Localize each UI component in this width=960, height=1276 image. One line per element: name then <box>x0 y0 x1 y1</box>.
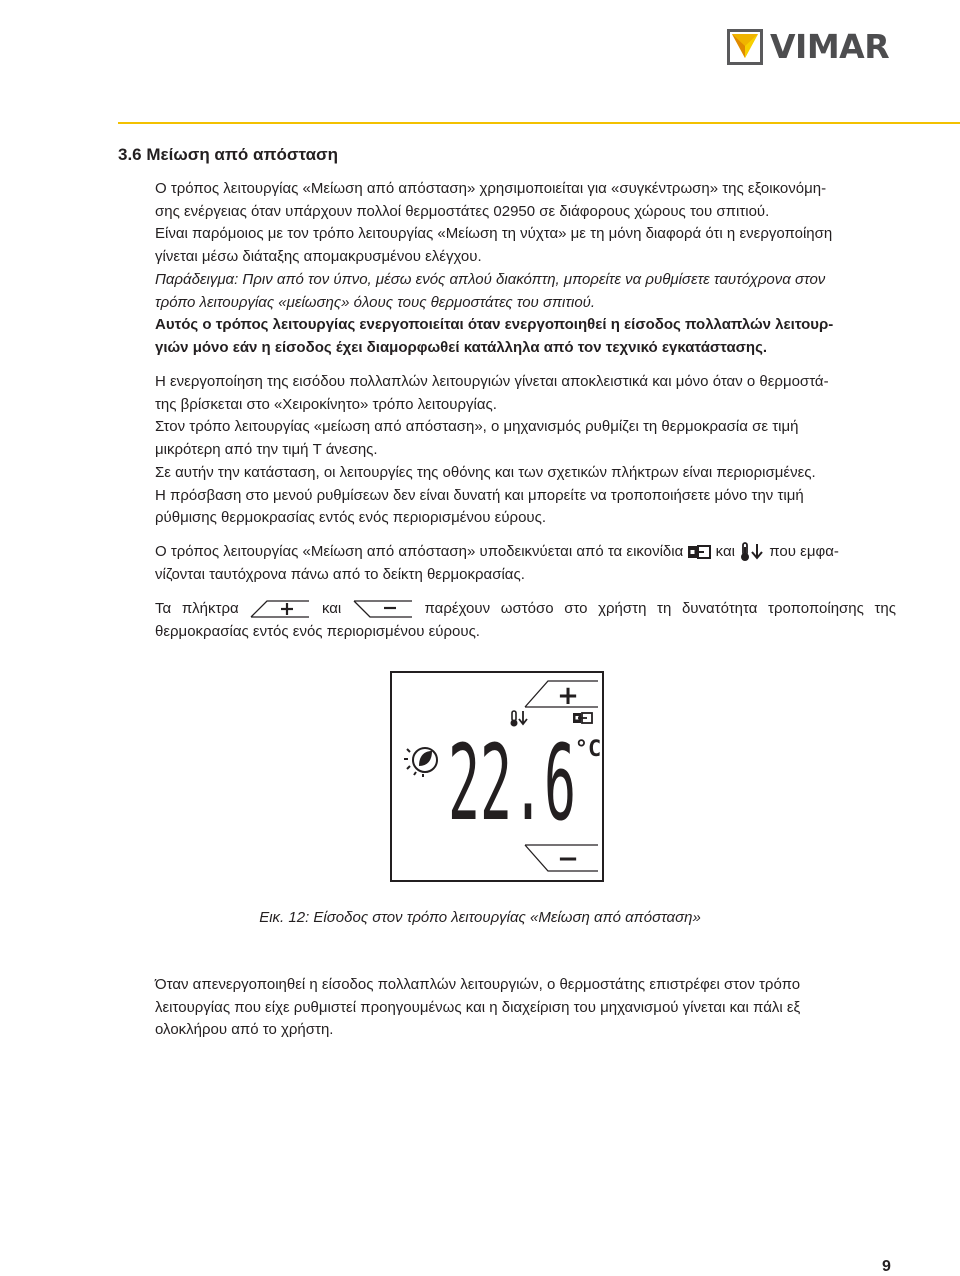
text-fragment: Τα πλήκτρα <box>155 600 239 617</box>
text-fragment: και <box>321 600 342 617</box>
text-line: Σε αυτήν την κατάσταση, οι λειτουργίες της οθόνης και των σχετικών πλήκτρων είναι περιορισμένες. <box>155 463 816 481</box>
text-line: λειτουργίας που είχε ρυθμιστεί προηγουμένως και η διαχείριση του μηχανισμού γίνεται και πάλι εξ <box>155 998 801 1016</box>
display-unit: °C <box>574 737 602 762</box>
deactivation-paragraph <box>155 974 896 1042</box>
icons-paragraph <box>155 541 896 586</box>
eco-leaf-icon <box>404 748 437 777</box>
text-line: θερμοκρασίας εντός ενός περιορισμένου εύρους. <box>155 622 480 640</box>
activation-paragraph <box>155 371 896 530</box>
text-line: Η ενεργοποίηση της εισόδου πολλαπλών λειτουργιών γίνεται αποκλειστικά και μόνο όταν ο θερμοστά- <box>155 373 829 390</box>
display-graphic <box>392 673 602 880</box>
display-plus-symbol: + <box>557 681 579 711</box>
vimar-logo-icon <box>727 29 763 65</box>
text-line: μικρότερη από την τιμή T άνεσης. <box>155 441 378 459</box>
text-line: Είναι παρόμοιος με τον τρόπο λειτουργίας «Μείωση τη νύχτα» με τη μόνη διαφορά ότι η ενεργοποίηση <box>155 225 833 243</box>
remote-input-icon <box>687 544 711 560</box>
note-line: Αυτός ο τρόπος λειτουργίας ενεργοποιείται όταν ενεργοποιηθεί η είσοδος πολλαπλών λειτουρ- <box>155 316 834 334</box>
text-line: γίνεται μέσω διάταξης απομακρυσμένου ελέγχου. <box>155 248 482 266</box>
thermostat-display <box>390 671 604 882</box>
keys-paragraph <box>155 598 896 643</box>
text-line: της βρίσκεται στο «Χειροκίνητο» τρόπο λειτουργίας. <box>155 395 497 413</box>
text-fragment: παρέχουν ωστόσο στο χρήστη τη δυνατότητα τροποποίησης της <box>424 600 896 617</box>
figure-caption: Εικ. 12: Είσοδος στον τρόπο λειτουργίας «Μείωση από απόσταση» <box>259 909 701 926</box>
text-line: Η πρόσβαση στο μενού ρυθμίσεων δεν είναι δυνατή και μπορείτε να τροποποιήσετε μόνο την τιμή <box>155 486 804 504</box>
section-number: 3.6 <box>118 145 142 164</box>
thermometer-down-icon <box>739 542 765 562</box>
intro-paragraph <box>155 178 896 360</box>
text-line: Όταν απενεργοποιηθεί η είσοδος πολλαπλών λειτουργιών, ο θερμοστάτης επιστρέφει στον τρόπο <box>155 976 801 993</box>
text-fragment: Ο τρόπος λειτουργίας «Μείωση από απόσταση» υποδεικνύεται από τα εικονίδια <box>155 543 684 560</box>
vimar-logo <box>727 28 889 66</box>
plus-key-icon <box>249 599 311 619</box>
text-fragment: και <box>715 543 735 560</box>
text-line: Στον τρόπο λειτουργίας «μείωση από απόσταση», ο μηχανισμός ρυθμίζει τη θερμοκρασία σε τιμή <box>155 418 799 436</box>
example-line: τρόπο λειτουργίας «μείωσης» όλους τους θερμοστάτες του σπιτιού. <box>155 293 596 311</box>
minus-key-icon <box>352 599 414 619</box>
example-line: Παράδειγμα: Πριν από τον ύπνο, μέσω ενός απλού διακόπτη, μπορείτε να ρυθμίσετε ταυτόχρονα στον <box>155 270 826 288</box>
text-line: ολοκλήρου από το χρήστη. <box>155 1021 334 1039</box>
text-line: ρύθμισης θερμοκρασίας εντός ενός περιορισμένου εύρους. <box>155 509 547 527</box>
display-temperature: 22.6 <box>448 722 576 844</box>
display-minus-symbol: − <box>557 844 579 874</box>
page-number: 9 <box>882 1258 891 1275</box>
header-rule <box>118 122 960 124</box>
text-line: Ο τρόπος λειτουργίας «Μείωση από απόσταση» χρησιμοποιείται για «συγκέντρωση» της εξοικονόμη- <box>155 180 827 197</box>
text-line: σης ενέργειας όταν υπάρχουν πολλοί θερμοστάτες 02950 σε διάφορους χώρους του σπιτιού. <box>155 202 770 220</box>
text-line: νίζονται ταυτόχρονα πάνω από το δείκτη θερμοκρασίας. <box>155 565 525 583</box>
text-fragment: που εμφα- <box>769 543 839 560</box>
section-title: Μείωση από απόσταση <box>146 145 339 164</box>
note-line: γιών μόνο εάν η είσοδος έχει διαμορφωθεί κατάλληλα από τον τεχνικό εγκατάστασης. <box>155 338 768 356</box>
brand-name: VIMAR <box>770 27 890 66</box>
section-heading <box>118 144 338 166</box>
